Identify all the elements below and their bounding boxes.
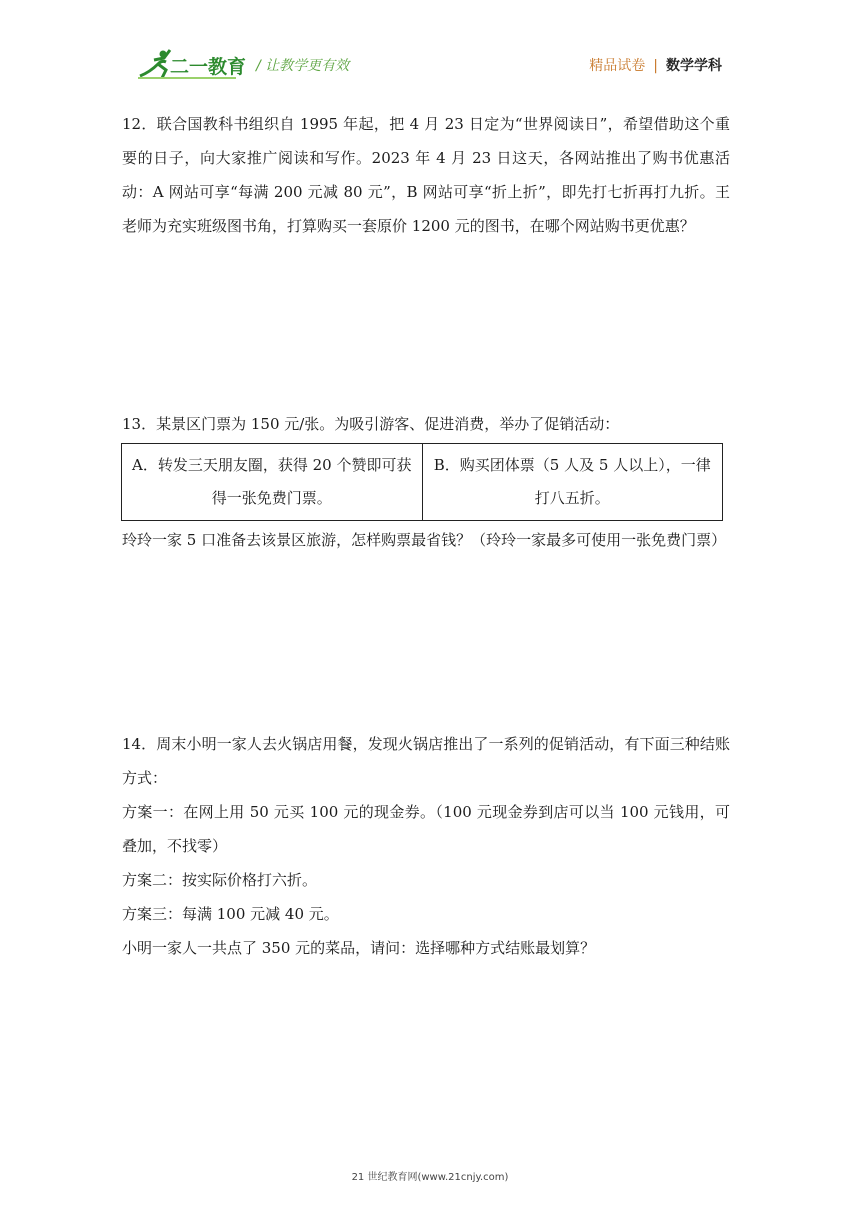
header-separator: | [653,58,658,74]
plan-2: 方案二：按实际价格打六折。 [122,871,318,889]
page-header [0,0,860,90]
page-footer: 21 世纪教育网(www.21cnjy.com) [351,1172,509,1183]
question-14 [122,727,730,965]
quality-label: 精品试卷 [589,58,646,74]
subject-label: 数学学科 [666,58,722,74]
plan-1: 方案一：在网上用 50 元买 100 元的现金券。（100 元现金券到店可以当 100 元钱用，可叠加，不找零） [122,803,730,855]
plan-3: 方案三：每满 100 元减 40 元。 [122,905,339,923]
question-14-text: 小明一家人一共点了 350 元的菜品，请问：选择哪种方式结账最划算？ [122,939,596,957]
option-b-cell: B．购买团体票（5 人及 5 人以上），一律打八五折。 [422,444,723,521]
question-13-intro: 13．某景区门票为 150 元/张。为吸引游客、促进消费，举办了促销活动： [122,415,620,433]
question-12 [122,107,730,243]
promotion-options-table [121,443,723,521]
brand-slogan: / 让教学更有效 [256,58,350,74]
brand-name: 二一教育 [170,56,247,78]
question-13-text: 玲玲一家 5 口准备去该景区旅游，怎样购票最省钱？（玲玲一家最多可使用一张免费门票） [122,531,727,549]
question-12-text: 12．联合国教科书组织自 1995 年起，把 4 月 23 日定为“世界阅读日”，希望借助这个重要的日子，向大家推广阅读和写作。2023 年 4 月 23 日这天，各网站推出了购书优惠活动：A 网站可享“每满 200 元减 80 元”，B 网站可享“折上折”，即先打七折再打九折。王老师为充实班级图书角，打算购买一套原价 1200 元的图书，在哪个网站购书更优惠？ [122,115,730,235]
header-tags [589,55,722,75]
option-a-cell: A．转发三天朋友圈，获得 20 个赞即可获得一张免费门票。 [122,444,423,521]
question-14-intro: 14．周末小明一家人去火锅店用餐，发现火锅店推出了一系列的促销活动，有下面三种结账方式： [122,735,730,787]
